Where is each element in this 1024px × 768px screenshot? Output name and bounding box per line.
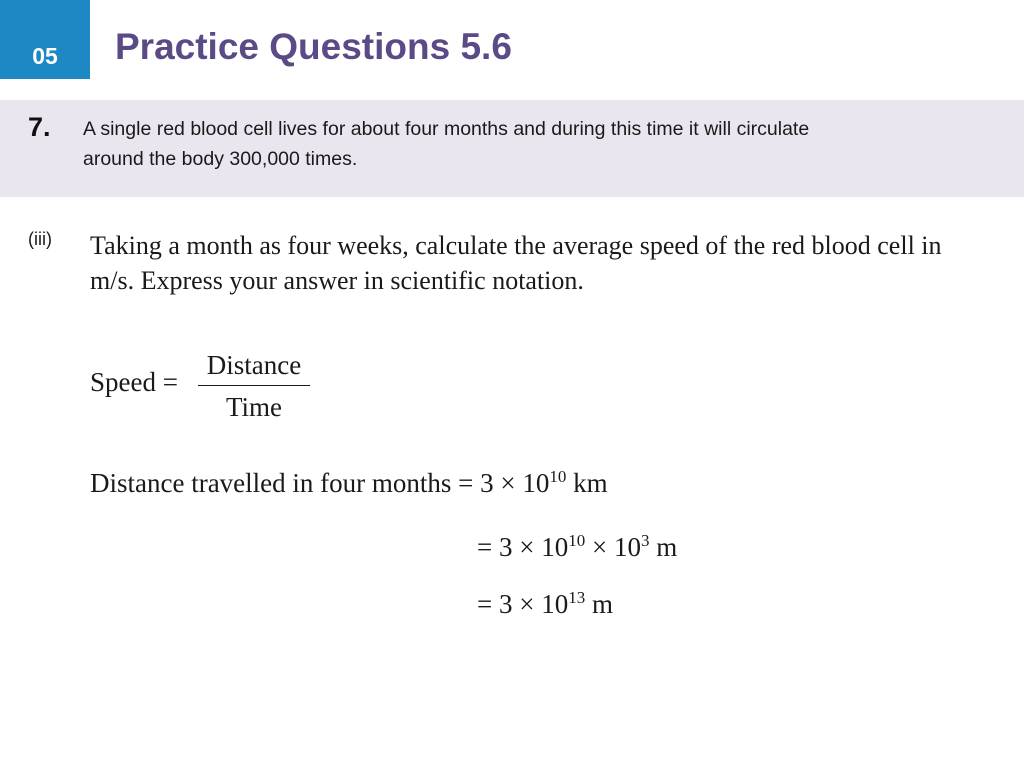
- working-line-2-prefix: = 3 × 10: [477, 532, 569, 562]
- working-line-1: [90, 468, 608, 499]
- working-line-2-exponent-2: 3: [640, 531, 650, 550]
- working-line-1-suffix: km: [566, 468, 608, 498]
- working-line-2: [477, 532, 677, 563]
- working-line-2-mid: × 10: [585, 532, 641, 562]
- question-text: [83, 114, 1003, 174]
- fraction-numerator: Distance: [206, 350, 302, 380]
- fraction-bar: [198, 385, 310, 386]
- question-banner: [0, 100, 1024, 197]
- part-text: Taking a month as four weeks, calculate the average speed of the red blood cell in m/s. Express your answer in scientific notation.: [90, 231, 942, 295]
- part-label: (iii): [28, 229, 52, 249]
- chapter-number: 05: [32, 43, 58, 69]
- working-line-1-exponent: 10: [549, 467, 567, 486]
- working-line-2-exponent-1: 10: [568, 531, 586, 550]
- working-line-3-exponent: 13: [568, 588, 586, 607]
- working-line-1-prefix: Distance travelled in four months = 3 × 10: [90, 468, 550, 498]
- page-title: Practice Questions 5.6: [115, 26, 512, 67]
- working-line-3: [477, 589, 613, 620]
- formula-lhs: Speed =: [90, 367, 178, 397]
- speed-fraction: [198, 347, 310, 426]
- chapter-badge: [0, 0, 90, 79]
- working-line-2-suffix: m: [649, 532, 678, 562]
- question-text-line-1: A single red blood cell lives for about four months and during this time it will circulate: [83, 118, 810, 140]
- fraction-denominator: Time: [225, 392, 283, 422]
- question-text-line-2: around the body 300,000 times.: [83, 148, 358, 170]
- working-line-3-prefix: = 3 × 10: [477, 589, 569, 619]
- working-line-3-suffix: m: [585, 589, 613, 619]
- question-number: 7.: [28, 112, 51, 142]
